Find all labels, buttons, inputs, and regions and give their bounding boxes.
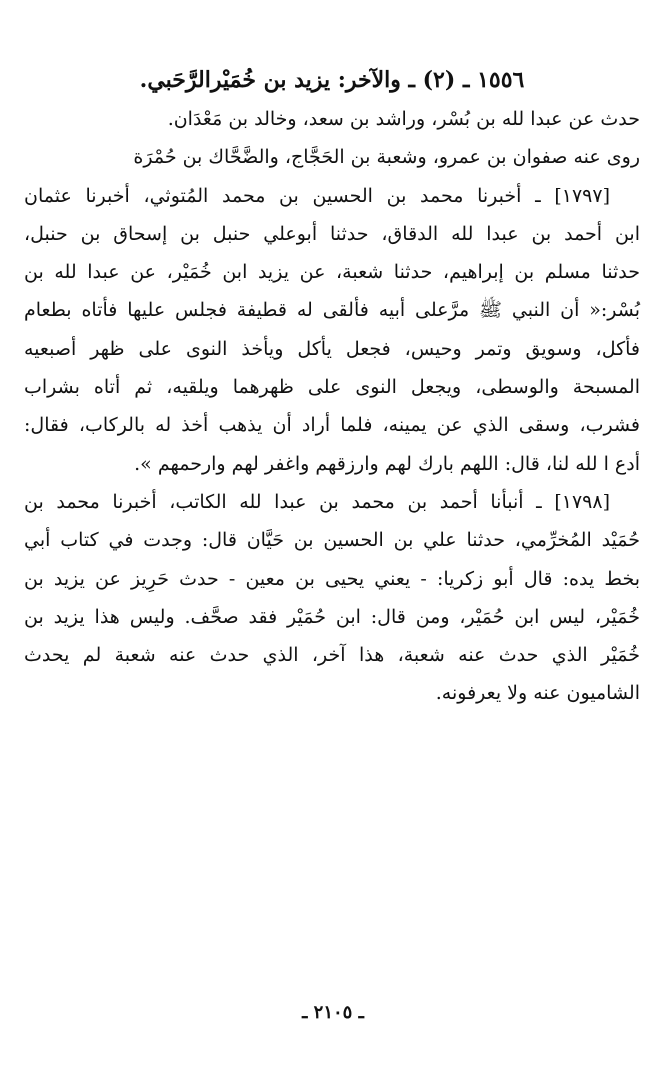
text-line-16: الشاميون عنه ولا يعرفونه. bbox=[435, 682, 640, 705]
text-line-13: بخط يده: قال أبو زكريا: - يعني يحيى بن معين - حدث حَرِيز عن يزيد بن bbox=[24, 567, 640, 590]
text-line-9: فشرب، وسقى الذي عن يمينه، فلما أراد أن يذهب أخذ له بالركاب، فقال: bbox=[24, 414, 640, 437]
text-line-15: خُمَيْر الذي حدث عنه شعبة، هذا آخر، الذي حدث عنه شعبة لم يحدث bbox=[24, 644, 640, 667]
text-line-8: المسبحة والوسطى، ويجعل النوى على ظهرهما ويلقيه، ثم أتاه بشراب bbox=[24, 376, 640, 399]
text-line-10: أدع ا لله لنا، قال: اللهم بارك لهم وارزقهم واغفر لهم وارحمهم ». bbox=[134, 452, 640, 475]
text-line-4: ابن أحمد بن عبدا لله الدقاق، حدثنا أبوعلي حنبل بن إسحاق بن حنبل، bbox=[24, 222, 640, 245]
text-line-7: فأكل، وسويق وتمر وحيس، فجعل يأكل ويأخذ النوى على ظهر أصبعيه bbox=[24, 337, 640, 360]
text-line-12: حُمَيْد المُخرِّمي، حدثنا علي بن الحسين بن حَيَّان قال: وجدت في كتاب أبي bbox=[24, 529, 640, 552]
page-number: ـ ٢١٠٥ ـ bbox=[302, 1002, 364, 1023]
text-line-14: خُمَيْر، ليس ابن حُمَيْر، ومن قال: ابن حُمَيْر فقد صحَّف. وليس هذا يزيد بن bbox=[24, 605, 640, 628]
document-page bbox=[24, 60, 640, 713]
text-line-5: حدثنا مسلم بن إبراهيم، حدثنا شعبة، عن يزيد ابن خُمَيْر، عن عبدا لله بن bbox=[24, 261, 640, 284]
text-line-3: [١٧٩٧] ـ أخبرنا محمد بن الحسين بن محمد المُتوثي، أخبرنا عثمان bbox=[24, 184, 610, 207]
entry-heading: ١٥٥٦ ـ (٢) ـ والآخر: يزيد بن خُمَيْرالرَّحَبي. bbox=[139, 67, 525, 93]
text-line-11: [١٧٩٨] ـ أنبأنا أحمد بن محمد بن عبدا لله الكاتب، أخبرنا محمد بن bbox=[24, 490, 610, 513]
text-line-6: بُسْر:« أن النبي ﷺ مرَّعلى أبيه فألقى له قطيفة فجلس عليها فأتاه بطعام bbox=[24, 299, 640, 322]
text-line-2: روى عنه صفوان بن عمرو، وشعبة بن الحَجَّاج، والضَّحَّاك بن حُمْرَة bbox=[133, 146, 640, 169]
text-line-1: حدث عن عبدا لله بن بُسْر، وراشد بن سعد، وخالد بن مَعْدَان. bbox=[167, 108, 640, 130]
